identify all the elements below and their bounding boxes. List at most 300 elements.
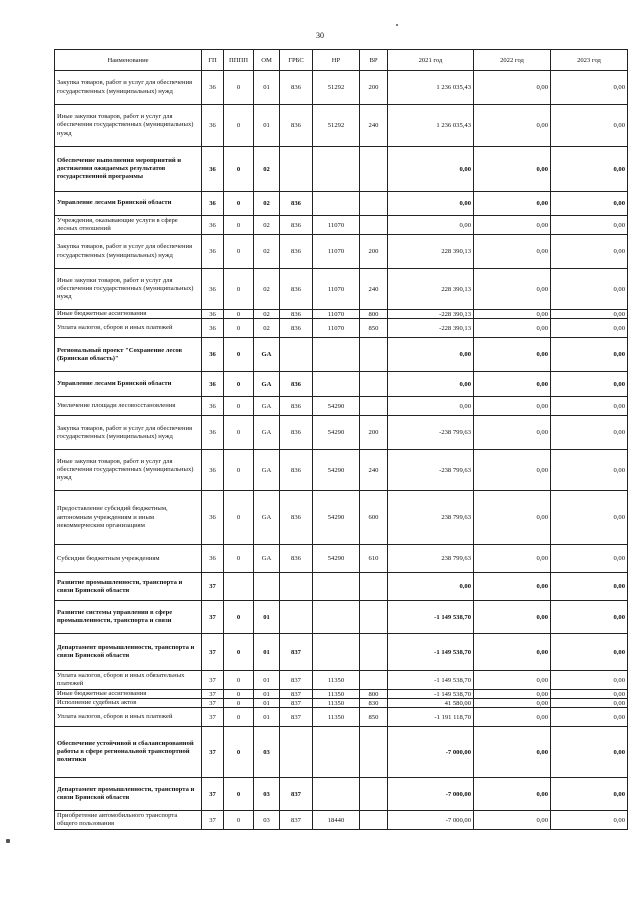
cell-2022: 0,00 — [474, 450, 551, 491]
cell-2021: 1 236 035,43 — [388, 105, 474, 147]
cell-nr: 54290 — [313, 450, 360, 491]
cell-om: 01 — [254, 671, 280, 690]
cell-2023: 0,00 — [551, 491, 628, 545]
cell-om: 01 — [254, 690, 280, 699]
cell-2023: 0,00 — [551, 71, 628, 105]
cell-2021: 0,00 — [388, 372, 474, 397]
cell-gp: 36 — [202, 235, 224, 269]
cell-vr — [360, 338, 388, 372]
table-row — [55, 690, 628, 699]
cell-2021: -1 191 118,70 — [388, 708, 474, 727]
cell-vr — [360, 601, 388, 634]
cell-pppp: 0 — [224, 338, 254, 372]
cell-nr — [313, 727, 360, 778]
cell-nr: 11070 — [313, 319, 360, 338]
cell-2023: 0,00 — [551, 319, 628, 338]
cell-name: Иные бюджетные ассигнования — [55, 690, 202, 699]
cell-om: 02 — [254, 216, 280, 235]
cell-vr — [360, 811, 388, 830]
cell-2022: 0,00 — [474, 778, 551, 811]
cell-nr — [313, 573, 360, 601]
table-row — [55, 310, 628, 319]
cell-pppp: 0 — [224, 545, 254, 573]
table-row — [55, 105, 628, 147]
table-row — [55, 319, 628, 338]
cell-grbs — [280, 727, 313, 778]
cell-grbs — [280, 338, 313, 372]
cell-grbs: 836 — [280, 105, 313, 147]
table-row — [55, 811, 628, 830]
table-row — [55, 727, 628, 778]
cell-gp: 36 — [202, 71, 224, 105]
table-row — [55, 450, 628, 491]
cell-vr: 830 — [360, 699, 388, 708]
cell-2021: 238 799,63 — [388, 545, 474, 573]
column-header-2023: 2023 год — [551, 50, 628, 71]
cell-pppp: 0 — [224, 491, 254, 545]
cell-pppp: 0 — [224, 634, 254, 671]
cell-2023: 0,00 — [551, 778, 628, 811]
cell-pppp: 0 — [224, 192, 254, 216]
cell-name: Уплата налогов, сборов и иных обязательных платежей — [55, 671, 202, 690]
cell-gp: 36 — [202, 216, 224, 235]
cell-nr: 54290 — [313, 416, 360, 450]
cell-2023: 0,00 — [551, 699, 628, 708]
table-row — [55, 372, 628, 397]
cell-nr: 54290 — [313, 491, 360, 545]
table-row — [55, 601, 628, 634]
cell-grbs: 837 — [280, 671, 313, 690]
cell-2021: 0,00 — [388, 147, 474, 192]
cell-grbs: 836 — [280, 416, 313, 450]
cell-name: Субсидии бюджетным учреждениям — [55, 545, 202, 573]
cell-2023: 0,00 — [551, 671, 628, 690]
cell-om: 01 — [254, 601, 280, 634]
table-row — [55, 397, 628, 416]
cell-2021: 238 799,63 — [388, 491, 474, 545]
cell-2021: 0,00 — [388, 397, 474, 416]
cell-2022: 0,00 — [474, 105, 551, 147]
cell-2022: 0,00 — [474, 811, 551, 830]
scan-speck — [396, 24, 398, 26]
cell-gp: 36 — [202, 416, 224, 450]
cell-2021: -228 390,13 — [388, 319, 474, 338]
cell-2021: 0,00 — [388, 338, 474, 372]
cell-name: Иные закупки товаров, работ и услуг для обеспечения государственных (муниципальных) нужд — [55, 269, 202, 310]
cell-om: 01 — [254, 71, 280, 105]
cell-om: GA — [254, 338, 280, 372]
cell-2023: 0,00 — [551, 338, 628, 372]
cell-nr: 51292 — [313, 105, 360, 147]
cell-2023: 0,00 — [551, 634, 628, 671]
cell-gp: 37 — [202, 727, 224, 778]
cell-grbs: 837 — [280, 690, 313, 699]
cell-2022: 0,00 — [474, 397, 551, 416]
cell-pppp: 0 — [224, 778, 254, 811]
cell-om: 03 — [254, 811, 280, 830]
cell-2023: 0,00 — [551, 811, 628, 830]
column-header-pppp: ПППП — [224, 50, 254, 71]
cell-nr — [313, 778, 360, 811]
cell-nr: 11070 — [313, 269, 360, 310]
cell-2021: -7 000,00 — [388, 778, 474, 811]
cell-2022: 0,00 — [474, 192, 551, 216]
cell-pppp: 0 — [224, 216, 254, 235]
cell-gp: 36 — [202, 269, 224, 310]
budget-table — [54, 49, 628, 830]
column-header-nr: НР — [313, 50, 360, 71]
table-row — [55, 545, 628, 573]
column-header-gp: ГП — [202, 50, 224, 71]
table-row — [55, 71, 628, 105]
table-row — [55, 269, 628, 310]
cell-2021: -1 149 538,70 — [388, 601, 474, 634]
table-row — [55, 338, 628, 372]
cell-om: GA — [254, 545, 280, 573]
cell-pppp: 0 — [224, 416, 254, 450]
cell-name: Управление лесами Брянской области — [55, 192, 202, 216]
cell-2022: 0,00 — [474, 690, 551, 699]
cell-nr: 54290 — [313, 397, 360, 416]
cell-om: 03 — [254, 727, 280, 778]
cell-grbs — [280, 573, 313, 601]
cell-nr — [313, 192, 360, 216]
cell-pppp: 0 — [224, 690, 254, 699]
cell-vr: 610 — [360, 545, 388, 573]
cell-2021: -238 799,63 — [388, 450, 474, 491]
column-header-vr: ВР — [360, 50, 388, 71]
cell-name: Предоставление субсидий бюджетным, автономным учреждениям и иным некоммерческим организациям — [55, 491, 202, 545]
cell-gp: 37 — [202, 601, 224, 634]
table-row — [55, 216, 628, 235]
cell-om: 02 — [254, 269, 280, 310]
cell-name: Увеличение площади лесовосстановления — [55, 397, 202, 416]
cell-nr: 11070 — [313, 235, 360, 269]
cell-name: Обеспечение устойчивой и сбалансированной работы в сфере региональной транспортной политики — [55, 727, 202, 778]
table-header-row — [55, 50, 628, 71]
cell-2022: 0,00 — [474, 727, 551, 778]
cell-om: 02 — [254, 147, 280, 192]
cell-vr — [360, 216, 388, 235]
cell-grbs: 836 — [280, 450, 313, 491]
cell-2023: 0,00 — [551, 310, 628, 319]
cell-nr: 11070 — [313, 216, 360, 235]
cell-om: 01 — [254, 699, 280, 708]
table-row — [55, 671, 628, 690]
cell-2021: -1 149 538,70 — [388, 690, 474, 699]
table-row — [55, 573, 628, 601]
cell-2023: 0,00 — [551, 416, 628, 450]
cell-om: GA — [254, 491, 280, 545]
cell-2023: 0,00 — [551, 192, 628, 216]
cell-name: Департамент промышленности, транспорта и связи Брянской области — [55, 634, 202, 671]
cell-vr — [360, 192, 388, 216]
cell-2023: 0,00 — [551, 269, 628, 310]
cell-gp: 36 — [202, 192, 224, 216]
cell-vr: 200 — [360, 71, 388, 105]
cell-2023: 0,00 — [551, 573, 628, 601]
cell-2022: 0,00 — [474, 269, 551, 310]
cell-vr — [360, 727, 388, 778]
cell-2021: -1 149 538,70 — [388, 671, 474, 690]
cell-nr — [313, 372, 360, 397]
cell-2022: 0,00 — [474, 708, 551, 727]
cell-2021: -228 390,13 — [388, 310, 474, 319]
table-row — [55, 147, 628, 192]
cell-pppp: 0 — [224, 811, 254, 830]
cell-2023: 0,00 — [551, 690, 628, 699]
cell-vr — [360, 778, 388, 811]
cell-2023: 0,00 — [551, 105, 628, 147]
cell-nr — [313, 601, 360, 634]
cell-nr — [313, 634, 360, 671]
cell-2023: 0,00 — [551, 235, 628, 269]
cell-gp: 37 — [202, 634, 224, 671]
cell-2022: 0,00 — [474, 491, 551, 545]
cell-gp: 37 — [202, 573, 224, 601]
cell-gp: 37 — [202, 778, 224, 811]
cell-nr: 51292 — [313, 71, 360, 105]
cell-nr: 11070 — [313, 310, 360, 319]
cell-2022: 0,00 — [474, 235, 551, 269]
cell-gp: 37 — [202, 690, 224, 699]
cell-gp: 37 — [202, 671, 224, 690]
cell-om: GA — [254, 372, 280, 397]
page-number: 30 — [316, 31, 324, 40]
cell-om: GA — [254, 397, 280, 416]
cell-nr: 11350 — [313, 690, 360, 699]
cell-gp: 36 — [202, 491, 224, 545]
cell-om: 02 — [254, 192, 280, 216]
cell-2023: 0,00 — [551, 708, 628, 727]
cell-om: 03 — [254, 778, 280, 811]
cell-gp: 36 — [202, 372, 224, 397]
cell-2021: 0,00 — [388, 573, 474, 601]
cell-name: Приобретение автомобильного транспорта общего пользования — [55, 811, 202, 830]
table-row — [55, 699, 628, 708]
cell-grbs: 836 — [280, 319, 313, 338]
cell-2023: 0,00 — [551, 727, 628, 778]
cell-grbs: 837 — [280, 699, 313, 708]
cell-2021: -7 000,00 — [388, 811, 474, 830]
cell-vr: 240 — [360, 105, 388, 147]
cell-gp: 36 — [202, 105, 224, 147]
cell-name: Учреждения, оказывающие услуги в сфере лесных отношений — [55, 216, 202, 235]
cell-name: Исполнение судебных актов — [55, 699, 202, 708]
cell-2023: 0,00 — [551, 216, 628, 235]
cell-2023: 0,00 — [551, 397, 628, 416]
cell-pppp: 0 — [224, 450, 254, 491]
cell-2023: 0,00 — [551, 372, 628, 397]
cell-vr — [360, 671, 388, 690]
cell-vr — [360, 372, 388, 397]
cell-2022: 0,00 — [474, 147, 551, 192]
cell-grbs: 836 — [280, 71, 313, 105]
cell-2021: 0,00 — [388, 216, 474, 235]
cell-pppp: 0 — [224, 372, 254, 397]
cell-grbs: 837 — [280, 634, 313, 671]
cell-pppp: 0 — [224, 269, 254, 310]
cell-gp: 37 — [202, 708, 224, 727]
cell-2022: 0,00 — [474, 416, 551, 450]
cell-2021: 0,00 — [388, 192, 474, 216]
cell-nr: 11350 — [313, 699, 360, 708]
cell-name: Региональный проект "Сохранение лесов (Брянская область)" — [55, 338, 202, 372]
table-row — [55, 708, 628, 727]
cell-pppp: 0 — [224, 310, 254, 319]
cell-grbs: 836 — [280, 235, 313, 269]
column-header-2022: 2022 год — [474, 50, 551, 71]
cell-pppp: 0 — [224, 397, 254, 416]
cell-2022: 0,00 — [474, 216, 551, 235]
cell-2022: 0,00 — [474, 310, 551, 319]
cell-name: Иные закупки товаров, работ и услуг для обеспечения государственных (муниципальных) нужд — [55, 105, 202, 147]
cell-om: GA — [254, 450, 280, 491]
cell-nr: 18440 — [313, 811, 360, 830]
cell-vr: 850 — [360, 708, 388, 727]
cell-pppp: 0 — [224, 699, 254, 708]
table-body — [55, 71, 628, 830]
cell-2023: 0,00 — [551, 545, 628, 573]
cell-2023: 0,00 — [551, 601, 628, 634]
cell-name: Управление лесами Брянской области — [55, 372, 202, 397]
cell-grbs — [280, 601, 313, 634]
cell-2021: 1 236 035,43 — [388, 71, 474, 105]
cell-gp: 36 — [202, 397, 224, 416]
cell-name: Обеспечение выполнения мероприятий и достижения ожидаемых результатов государственной программы — [55, 147, 202, 192]
cell-gp: 37 — [202, 699, 224, 708]
cell-vr: 200 — [360, 416, 388, 450]
column-header-name: Наименование — [55, 50, 202, 71]
cell-name: Развитие промышленности, транспорта и связи Брянской области — [55, 573, 202, 601]
cell-gp: 36 — [202, 545, 224, 573]
cell-om: GA — [254, 416, 280, 450]
cell-pppp: 0 — [224, 235, 254, 269]
cell-2021: -7 000,00 — [388, 727, 474, 778]
cell-gp: 36 — [202, 338, 224, 372]
cell-name: Уплата налогов, сборов и иных платежей — [55, 319, 202, 338]
cell-pppp: 0 — [224, 319, 254, 338]
cell-name: Закупка товаров, работ и услуг для обеспечения государственных (муниципальных) нужд — [55, 71, 202, 105]
column-header-om: ОМ — [254, 50, 280, 71]
cell-name: Департамент промышленности, транспорта и связи Брянской области — [55, 778, 202, 811]
cell-2021: 228 390,13 — [388, 235, 474, 269]
cell-pppp: 0 — [224, 71, 254, 105]
cell-gp: 36 — [202, 319, 224, 338]
cell-grbs — [280, 147, 313, 192]
cell-nr: 54290 — [313, 545, 360, 573]
cell-grbs: 836 — [280, 545, 313, 573]
cell-2021: 41 580,00 — [388, 699, 474, 708]
cell-vr: 200 — [360, 235, 388, 269]
cell-nr: 11350 — [313, 708, 360, 727]
cell-2022: 0,00 — [474, 545, 551, 573]
cell-name: Развитие системы управления в сфере промышленности, транспорта и связи — [55, 601, 202, 634]
cell-pppp: 0 — [224, 601, 254, 634]
cell-grbs: 836 — [280, 269, 313, 310]
cell-grbs: 837 — [280, 778, 313, 811]
cell-vr — [360, 147, 388, 192]
column-header-grbs: ГРБС — [280, 50, 313, 71]
cell-2021: -238 799,63 — [388, 416, 474, 450]
cell-grbs: 836 — [280, 491, 313, 545]
cell-2023: 0,00 — [551, 450, 628, 491]
cell-vr: 800 — [360, 690, 388, 699]
cell-om: 02 — [254, 310, 280, 319]
cell-2022: 0,00 — [474, 601, 551, 634]
column-header-2021: 2021 год — [388, 50, 474, 71]
cell-2022: 0,00 — [474, 634, 551, 671]
cell-2022: 0,00 — [474, 338, 551, 372]
table-row — [55, 778, 628, 811]
cell-pppp: 0 — [224, 147, 254, 192]
cell-om: 02 — [254, 235, 280, 269]
table-row — [55, 491, 628, 545]
cell-grbs: 836 — [280, 192, 313, 216]
cell-name: Уплата налогов, сборов и иных платежей — [55, 708, 202, 727]
table-row — [55, 416, 628, 450]
cell-vr — [360, 634, 388, 671]
cell-name: Закупка товаров, работ и услуг для обеспечения государственных (муниципальных) нужд — [55, 235, 202, 269]
cell-vr: 240 — [360, 450, 388, 491]
cell-2022: 0,00 — [474, 573, 551, 601]
cell-vr: 240 — [360, 269, 388, 310]
cell-om: 01 — [254, 105, 280, 147]
cell-grbs: 836 — [280, 397, 313, 416]
cell-2022: 0,00 — [474, 372, 551, 397]
cell-om — [254, 573, 280, 601]
cell-name: Иные закупки товаров, работ и услуг для обеспечения государственных (муниципальных) нужд — [55, 450, 202, 491]
cell-pppp: 0 — [224, 105, 254, 147]
table-row — [55, 634, 628, 671]
cell-2021: 228 390,13 — [388, 269, 474, 310]
cell-grbs: 836 — [280, 372, 313, 397]
cell-vr: 800 — [360, 310, 388, 319]
cell-gp: 36 — [202, 147, 224, 192]
cell-name: Закупка товаров, работ и услуг для обеспечения государственных (муниципальных) нужд — [55, 416, 202, 450]
table-row — [55, 235, 628, 269]
cell-2023: 0,00 — [551, 147, 628, 192]
cell-vr: 600 — [360, 491, 388, 545]
cell-om: 01 — [254, 708, 280, 727]
cell-om: 01 — [254, 634, 280, 671]
cell-grbs: 837 — [280, 708, 313, 727]
cell-grbs: 836 — [280, 216, 313, 235]
cell-nr: 11350 — [313, 671, 360, 690]
table-row — [55, 192, 628, 216]
cell-name: Иные бюджетные ассигнования — [55, 310, 202, 319]
cell-gp: 37 — [202, 811, 224, 830]
cell-gp: 36 — [202, 310, 224, 319]
scan-speck — [6, 839, 10, 843]
cell-pppp: 0 — [224, 671, 254, 690]
cell-grbs: 836 — [280, 310, 313, 319]
cell-2021: -1 149 538,70 — [388, 634, 474, 671]
cell-2022: 0,00 — [474, 699, 551, 708]
cell-pppp — [224, 573, 254, 601]
cell-vr: 850 — [360, 319, 388, 338]
cell-2022: 0,00 — [474, 71, 551, 105]
cell-nr — [313, 338, 360, 372]
cell-2022: 0,00 — [474, 319, 551, 338]
cell-pppp: 0 — [224, 708, 254, 727]
cell-grbs: 837 — [280, 811, 313, 830]
cell-om: 02 — [254, 319, 280, 338]
cell-nr — [313, 147, 360, 192]
cell-2022: 0,00 — [474, 671, 551, 690]
cell-vr — [360, 573, 388, 601]
cell-pppp: 0 — [224, 727, 254, 778]
